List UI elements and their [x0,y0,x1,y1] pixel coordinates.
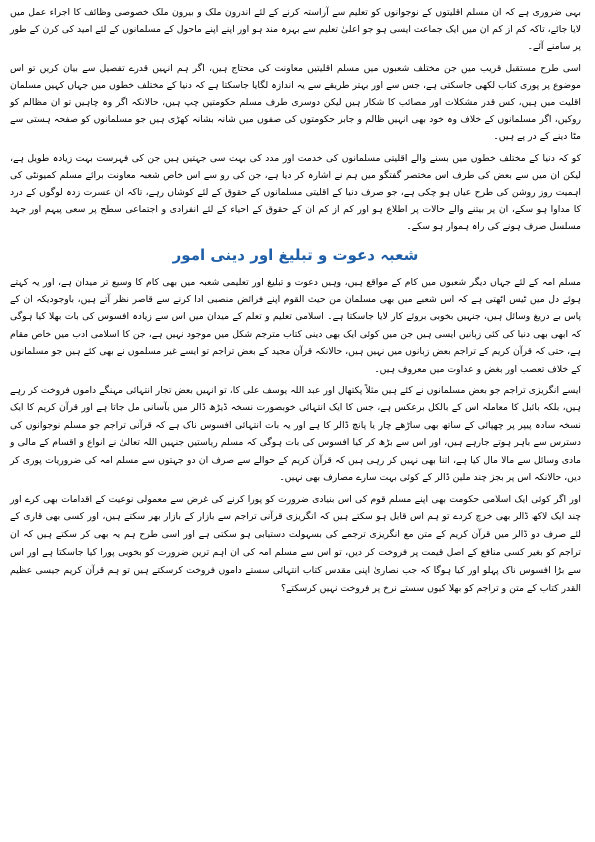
intro-section [10,4,581,236]
paragraph-4: مسلم امہ کے لئے جہاں دیگر شعبوں میں کام کے مواقع ہیں، وہیں دعوت و تبلیغ اور تعلیمی شعبہ میں بھی کام کا وسیع تر میدان ہے، اور یہ کہتے ہوئے دل میں ٹیس اٹھتی ہے کہ اس شعبے میں بھی مسلمان من حیث القوم اپنے فرائض منصبی ادا کرنے سے قاصر نظر آتے ہیں، باوجودیکہ ان کے پاس بے دریغ وسائل ہیں، جنہیں بخوبی بروئے کار لایا جاسکتا ہے۔ اسلامی تعلیم و تعلم کے میدان میں اس سے زیادہ افسوس کی بات بھلا کیا ہوگی کہ ابھی بھی دنیا کی کئی زبانیں ایسی ہیں جن میں کوئی ایک بھی دینی کتاب مترجم شکل میں موجود نہیں ہے، جن کا اسلامی ادب میں خاص مقام ہے، حتی کہ قرآن کریم کے تراجم بعض زبانوں میں نہیں ہیں، حالانکہ قرآن مجید کے بعض تراجم تو ایسے غیر مسلموں نے بھی کئے ہیں جو مسلمانوں کے خلاف تعصب اور بغض و عداوت میں معروف ہیں۔ [10,276,581,375]
paragraph-1: بہی ضروری ہے کہ ان مسلم اقلیتوں کے نوجوانوں کو تعلیم سے آراستہ کرنے کے لئے اندرون ملک و بیرون ملک خصوصی وظائف کا اجراء عمل میں لایا جائے، تاکہ کم از کم ان میں ایک جماعت ایسی ہو جو اعلیٰ تعلیم سے بہرہ مند ہو اور اپنے اپنے ماحول کے مسلمانوں کے لئے امید کی کرن کے طور پر سامنے آئے۔ [10,7,581,53]
closing-section [10,491,581,598]
paragraph-5: ایسے انگریزی تراجم جو بعض مسلمانوں نے کئے ہیں مثلاً پکتھال اور عبد اللہ یوسف علی کا، تو انہیں بعض تجار انتہائی مہنگے داموں فروخت کر رہے ہیں، بلکہ بائبل کا معاملہ اس کے بالکل برعکس ہے، جس کا ایک انتہائی خوبصورت نسخہ ڈیڑھ ڈالر میں بآسانی مل جاتا ہے اور قرآن کریم کا ایک نسخہ سادہ پیپر پر چھپائی کے ساتھ بھی ساڑھے چار یا پانچ ڈالر کا ہے اور یہ بات انتہائی افسوس ناک ہے کہ قرآنی تراجم جو مسلم نوجوانوں کی دسترس سے باہر ہوتے جارہے ہیں، اور اس سے بڑھ کر کیا افسوس کی بات ہوگی کہ مسلم ریاستیں جنہیں اللہ تعالیٰ نے انواع و اقسام کے مالی و مادی وسائل سے مالا مال کیا ہے، اتنا بھی نہیں کر رہی ہیں کہ قرآن کریم کے حوالے سے صرف ان دو جہتوں سے مسلم امہ کی ضروریات پوری کر دیں، حالانکہ اس پر بجز چند ملین ڈالر کے کوئی بہت سارے مصارف بھی نہیں۔ [10,385,581,484]
paragraph-6: اور اگر کوئی ایک اسلامی حکومت بھی اپنے مسلم قوم کی اس بنیادی ضرورت کو پورا کرنے کی غرض سے معمولی نوعیت کے اقدامات بھی کرے اور چند ایک لاکھ ڈالر بھی خرچ کردے تو ہم اس قابل ہو سکتے ہیں کہ انگریزی قرآنی تراجم سے بازار کے بازار بھر سکتے ہیں، اور کسی بھی قاری کے لئے صرف دو ڈالر میں قرآن کریم کے متن مع انگریزی ترجمے کی بسہولت دستیابی ہو سکتی ہے اور اسی طرح ہم یہ بھی کر سکتے ہیں کہ ان تراجم کو بغیر کسی منافع کے اصل قیمت پر فروخت کر دیں، تو اس سے مسلم امہ کی ان اہم ترین ضرورت کو بخوبی پورا کیا جاسکتا ہے اور اس سے بڑا افسوس ناک پہلو اور کیا ہوگا کہ جب نصاریٰ اپنی مقدس کتاب انتہائی سستے داموں فروخت کرسکتے ہیں تو ہم قرآن کریم جیسی عظیم القدر کتاب کے متن و تراجم کو بھلا کیوں سستے نرخ پر فروخت نہیں کرسکتے؟ [10,493,581,594]
paragraph-2: اسی طرح مستقبل قریب میں جن مختلف شعبوں میں مسلم اقلیتیں معاونت کی محتاج ہیں، اگر ہم انہیں قدرے تفصیل سے بیان کریں تو اس موضوع پر پوری کتاب لکھی جاسکتی ہے، جس سے اور بہتر طریقے سے یہ اندازہ لگایا جاسکتا ہے کہ دنیا کے مختلف خطوں میں جہاں کہیں مسلمان اقلیت میں ہیں، کس قدر مشکلات اور مصائب کا شکار ہیں لیکن دوسری طرف مسلم حکومتیں چپ ہیں، حالانکہ اگر وہ چاہیں تو ان مظالم کو روکیں، اگر مسلمانوں کے خلاف وہ خود بھی انہیں ظالم و جابر حکومتوں کی صفوں میں شانہ بشانہ کھڑی ہیں جو مسلمانوں کو صفحہ ہستی سے مٹا دینے کے در پے ہیں۔ [10,62,581,143]
section-heading: شعبہ دعوت و تبلیغ اور دینی امور [172,245,419,264]
dawah-section [10,274,581,487]
paragraph-3: کو کہ دنیا کے مختلف خطوں میں بسنے والے اقلیتی مسلمانوں کی خدمت اور مدد کی بہت سی جہتیں ہیں جن کی فہرست بہت زیادہ طویل ہے، لیکن ان میں سے بعض کی طرف اس مختصر گفتگو میں ہم نے اشارہ کر دیا ہے، جن کی رو سے اس خاص شعبہ معاونت برائے مسلم کمیونٹی کی اہمیت روز روشن کی طرح عیاں ہو چکی ہے، جو صرف دنیا کے اقلیتی مسلمانوں کے حقوق کے لئے کوشاں رہے، تاکہ ان عسرت زدہ لوگوں کے درد کا مداوا ہو سکے، ان پر بیتنے والے حالات پر اطلاع ہو اور کم از کم ان کے حقوق کے احیاء کے لئے انفرادی و اجتماعی سطح پر سعی پیہم اور جہد مسلسل صرف ہونے کی راہ ہموار ہو سکے۔ [10,152,581,233]
